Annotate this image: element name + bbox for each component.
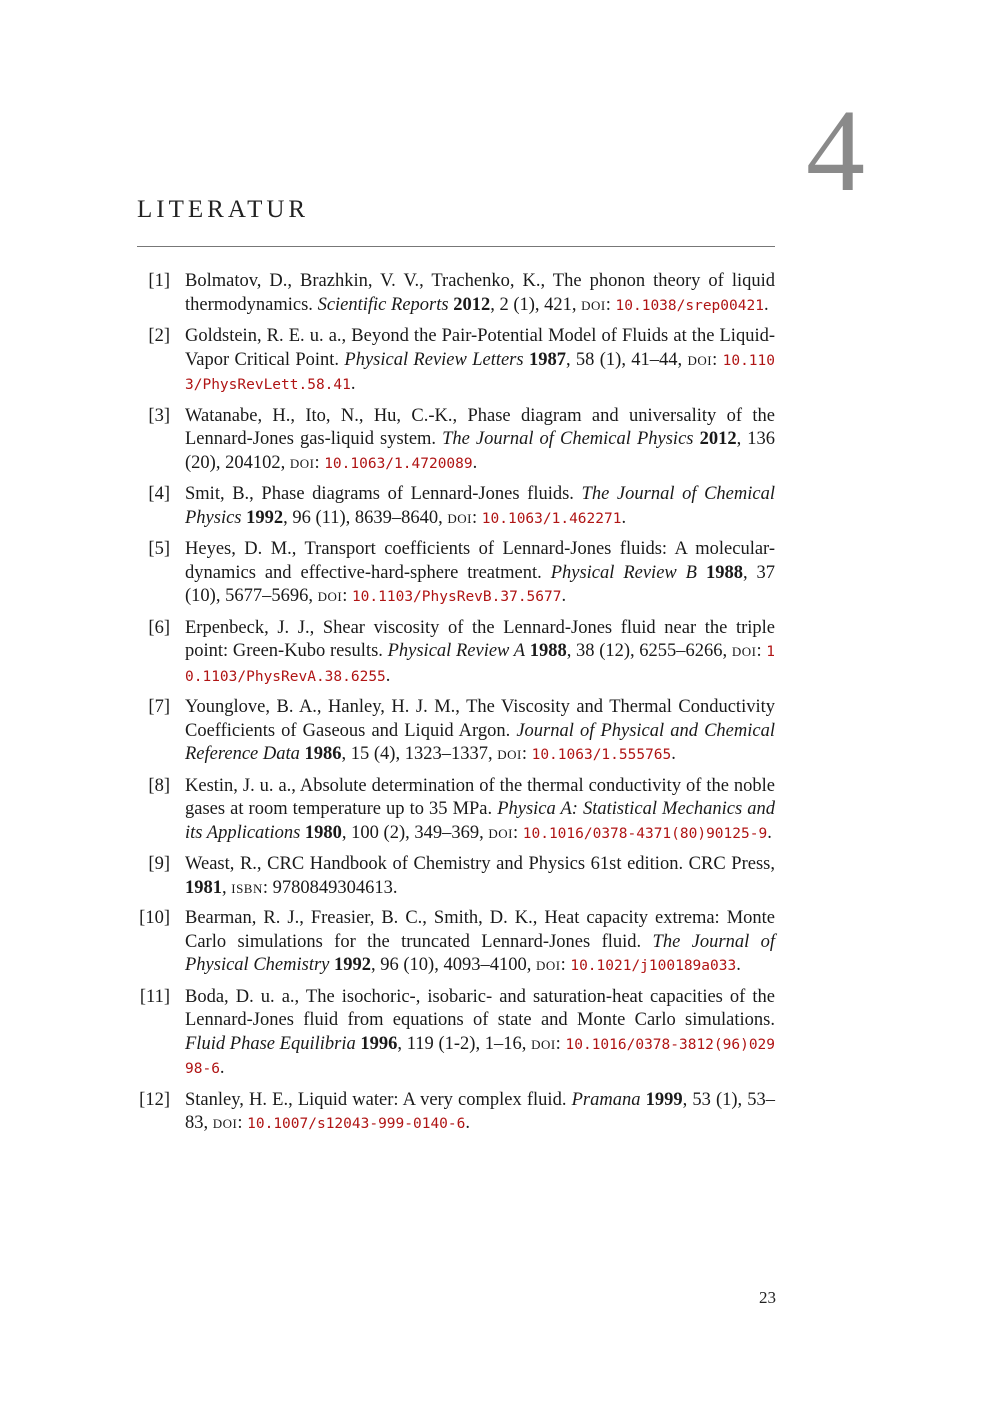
- reference-authors: Watanabe, H., Ito, N., Hu, C.-K.,: [185, 405, 468, 426]
- isbn-value: 9780849304613: [272, 877, 393, 898]
- reference-number: [3]: [148, 405, 170, 426]
- doi-link[interactable]: 10.1038/srep00421: [615, 297, 764, 314]
- reference-authors: Goldstein, R. E. u. a.,: [185, 326, 352, 346]
- doi-link[interactable]: 10.1063/1.555765: [531, 747, 672, 763]
- reference-title: Phase diagram and universality of the Lennard-Jones gas-liquid system.: [185, 405, 775, 449]
- reference-year: 1999: [645, 1089, 683, 1110]
- reference-details: , 58 (1), 41–44,: [565, 349, 688, 370]
- reference-id-label: doi: [731, 641, 757, 661]
- reference-year: 2012: [453, 294, 491, 315]
- reference-journal: The Journal of Chemical Physics: [442, 429, 694, 449]
- reference-year: 1981: [185, 877, 222, 898]
- doi-link[interactable]: 10.1016/0378-4371(80)90125-9: [522, 825, 768, 842]
- reference-year: 1988: [705, 562, 743, 583]
- reference-body: Watanabe, H., Ito, N., Hu, C.-K., Phase diagram and universality of the Lennard-Jones gas-liquid system. The Journal of Chemical Physics 2012, 136 (20), 204102, doi: 10.1063/1.4720089.: [185, 405, 776, 473]
- reference-title: Liquid water: A very complex fluid.: [297, 1089, 572, 1110]
- reference-body: Erpenbeck, J. J., Shear viscosity of the Lennard-Jones fluid near the triple point: Green-Kubo results. Physical Review A 1988, 38 (12), 6255–6266, doi: 10.1103/PhysRevA.38.6255.: [185, 617, 776, 686]
- reference-number: [12]: [139, 1089, 170, 1110]
- reference-item: [137, 270, 775, 318]
- reference-title: The Viscosity and Thermal Conductivity Coefficients of Gaseous and Liquid Argon.: [185, 697, 775, 741]
- reference-id-label: doi: [581, 294, 606, 315]
- doi-link[interactable]: 10.1103/PhysRevLett.58.41: [185, 352, 775, 393]
- reference-body: Goldstein, R. E. u. a., Beyond the Pair-Potential Model of Fluids at the Liquid-Vapor Critical Point. Physical Review Letters 1987, 58 (1), 41–44, doi: 10.1103/PhysRevLett.58.41.: [185, 326, 775, 394]
- reference-title: The phonon theory of liquid thermodynamics.: [185, 271, 776, 315]
- reference-number: [6]: [148, 617, 170, 638]
- reference-authors: Smit, B.,: [185, 484, 262, 504]
- reference-details: , 15 (4), 1323–1337,: [341, 744, 498, 764]
- reference-journal: Journal of Physical and Chemical Reference Data: [185, 720, 775, 764]
- reference-authors: Weast, R.,: [185, 854, 268, 874]
- reference-number: [4]: [148, 484, 170, 504]
- reference-number: [10]: [139, 908, 170, 928]
- reference-number: [2]: [148, 326, 170, 346]
- reference-title: Transport coefficients of Lennard-Jones fluids: A molecular-dynamics and effective-hard-sphere treatment.: [185, 539, 775, 583]
- reference-journal: Physical Review B: [550, 562, 697, 583]
- reference-body: Smit, B., Phase diagrams of Lennard-Jones fluids. The Journal of Chemical Physics 1992, 96 (11), 8639–8640, doi: 10.1063/1.462271.: [185, 484, 775, 528]
- reference-id-label: doi: [497, 744, 522, 764]
- reference-id-label: doi: [535, 955, 561, 975]
- reference-body: Heyes, D. M., Transport coefficients of Lennard-Jones fluids: A molecular-dynamics and effective-hard-sphere treatment. Physical Review B 1988, 37 (10), 5677–5696, doi: 10.1103/PhysRevB.37.5677.: [185, 539, 776, 606]
- reference-title: Shear viscosity of the Lennard-Jones fluid near the triple point: Green-Kubo results.: [185, 617, 775, 661]
- reference-details: , 100 (2), 349–369,: [341, 822, 489, 843]
- reference-year: 1996: [360, 1033, 398, 1054]
- reference-item: [137, 775, 775, 847]
- reference-details: , 119 (1-2), 1–16,: [397, 1033, 532, 1054]
- doi-link[interactable]: 10.1063/1.4720089: [324, 455, 473, 472]
- reference-journal: The Journal of Physical Chemistry: [185, 931, 775, 975]
- reference-item: [137, 696, 775, 768]
- reference-details: , 38 (12), 6255–6266,: [566, 641, 732, 661]
- reference-year: 1988: [529, 641, 567, 661]
- reference-id-label: doi: [289, 452, 315, 473]
- doi-link[interactable]: 10.1007/s12043-999-0140-6: [247, 1116, 466, 1132]
- reference-list: [137, 270, 775, 1144]
- reference-id-label: doi: [317, 586, 343, 606]
- reference-id-label: isbn: [231, 877, 263, 898]
- reference-title: Phase diagrams of Lennard-Jones fluids.: [261, 484, 582, 504]
- doi-link[interactable]: 10.1103/PhysRevA.38.6255: [185, 644, 776, 685]
- reference-id-label: doi: [212, 1113, 238, 1133]
- doi-link[interactable]: 10.1103/PhysRevB.37.5677: [351, 589, 562, 605]
- reference-journal: The Journal of Chemical Physics: [185, 484, 775, 528]
- reference-body: Bolmatov, D., Brazhkin, V. V., Trachenko, K., The phonon theory of liquid thermodynamics. Scientific Reports 2012, 2 (1), 421, doi: 10.1038/srep00421.: [185, 271, 776, 315]
- reference-year: 1992: [334, 955, 372, 975]
- reference-body: Weast, R., CRC Handbook of Chemistry and Physics 61st edition. CRC Press, 1981, isbn: 9780849304613.: [185, 854, 775, 898]
- reference-details: , 2 (1), 421,: [490, 294, 582, 315]
- reference-id-label: doi: [488, 822, 513, 843]
- reference-item: [137, 986, 775, 1082]
- reference-journal: Scientific Reports: [317, 294, 449, 315]
- reference-title: Beyond the Pair-Potential Model of Fluids at the Liquid-Vapor Critical Point.: [185, 326, 775, 370]
- reference-year: 1987: [528, 349, 566, 370]
- reference-item: [137, 853, 775, 900]
- reference-item: [137, 617, 775, 690]
- reference-item: [137, 538, 775, 610]
- reference-number: [8]: [148, 775, 170, 796]
- reference-item: [137, 907, 775, 979]
- reference-authors: Bolmatov, D., Brazhkin, V. V., Trachenko, K.,: [185, 271, 553, 291]
- reference-id-label: doi: [687, 349, 713, 370]
- doi-link[interactable]: 10.1016/0378-3812(96)02998-6: [185, 1036, 776, 1077]
- reference-number: [9]: [148, 854, 170, 874]
- reference-details: , 96 (10), 4093–4100,: [371, 955, 536, 975]
- reference-item: [137, 483, 775, 531]
- reference-body: Younglove, B. A., Hanley, H. J. M., The Viscosity and Thermal Conductivity Coefficients of Gaseous and Liquid Argon. Journal of Physical and Chemical Reference Data 1986, 15 (4), 1323–1337, doi: 10.1063/1.555765.: [185, 697, 775, 764]
- reference-details: , 96 (11), 8639–8640,: [283, 507, 448, 528]
- reference-details: ,: [222, 877, 232, 898]
- doi-link[interactable]: 10.1063/1.462271: [481, 510, 622, 527]
- reference-authors: Boda, D. u. a.,: [185, 986, 306, 1007]
- reference-body: Boda, D. u. a., The isochoric-, isobaric- and saturation-heat capacities of the Lennard-Jones fluid from equations of state and Monte Carlo simulations. Fluid Phase Equilibria 1996, 119 (1-2), 1–16, doi: 10.1016/0378-3812(96)02998-6.: [185, 986, 776, 1078]
- reference-authors: Heyes, D. M.,: [185, 539, 305, 559]
- reference-journal: Physical Review A: [387, 641, 526, 661]
- reference-id-label: doi: [447, 507, 473, 528]
- page-number: 23: [759, 1288, 776, 1307]
- reference-body: Bearman, R. J., Freasier, B. C., Smith, D. K., Heat capacity extrema: Monte Carlo simulations for the truncated Lennard-Jones fluid. The Journal of Physical Chemistry 1992, 96 (10), 4093–4100, doi: 10.1021/j100189a033.: [185, 908, 776, 975]
- reference-number: [7]: [148, 697, 170, 717]
- reference-number: [5]: [148, 539, 170, 559]
- reference-item: [137, 325, 775, 398]
- reference-journal: Physica A: Statistical Mechanics and its Applications: [185, 799, 775, 843]
- chapter-title: LITERATUR: [137, 196, 310, 223]
- reference-authors: Younglove, B. A., Hanley, H. J. M.,: [185, 697, 467, 717]
- reference-body: Kestin, J. u. a., Absolute determination of the thermal conductivity of the noble gases at room temperature up to 35 MPa. Physica A: Statistical Mechanics and its Applications 1980, 100 (2), 349–369, doi: 10.1016/0378-4371(80)90125-9.: [185, 775, 775, 843]
- chapter-rule: [137, 246, 775, 247]
- reference-authors: Erpenbeck, J. J.,: [185, 617, 323, 638]
- reference-year: 1986: [304, 744, 342, 764]
- reference-body: Stanley, H. E., Liquid water: A very complex fluid. Pramana 1999, 53 (1), 53–83, doi: 10.1007/s12043-999-0140-6.: [185, 1089, 776, 1133]
- chapter-number: 4: [806, 85, 865, 216]
- reference-year: 1992: [246, 507, 284, 528]
- reference-journal: Fluid Phase Equilibria: [185, 1033, 356, 1054]
- reference-title: The isochoric-, isobaric- and saturation-heat capacities of the Lennard-Jones fluid from equations of state and Monte Carlo simulations.: [185, 986, 776, 1030]
- reference-authors: Stanley, H. E.,: [185, 1089, 298, 1110]
- reference-journal: Physical Review Letters: [344, 349, 524, 370]
- reference-details: , 53 (1), 53–83,: [185, 1089, 776, 1133]
- reference-item: [137, 405, 775, 477]
- reference-number: [1]: [148, 271, 170, 291]
- reference-number: [11]: [139, 986, 170, 1007]
- reference-journal: Pramana: [571, 1089, 641, 1110]
- reference-title: Absolute determination of the thermal conductivity of the noble gases at room temperature up to 35 MPa.: [185, 775, 775, 819]
- doi-link[interactable]: 10.1021/j100189a033: [570, 958, 737, 974]
- reference-id-label: doi: [531, 1033, 556, 1054]
- reference-title: CRC Handbook of Chemistry and Physics 61st edition. CRC Press,: [267, 854, 775, 874]
- reference-authors: Bearman, R. J., Freasier, B. C., Smith, D. K.,: [185, 908, 545, 928]
- reference-details: , 136 (20), 204102,: [185, 429, 776, 473]
- reference-title: Heat capacity extrema: Monte Carlo simulations for the truncated Lennard-Jones fluid.: [185, 908, 776, 952]
- reference-year: 2012: [699, 429, 737, 449]
- reference-details: , 37 (10), 5677–5696,: [185, 562, 776, 606]
- reference-authors: Kestin, J. u. a.,: [185, 775, 300, 796]
- reference-year: 1980: [304, 822, 342, 843]
- reference-item: [137, 1089, 775, 1137]
